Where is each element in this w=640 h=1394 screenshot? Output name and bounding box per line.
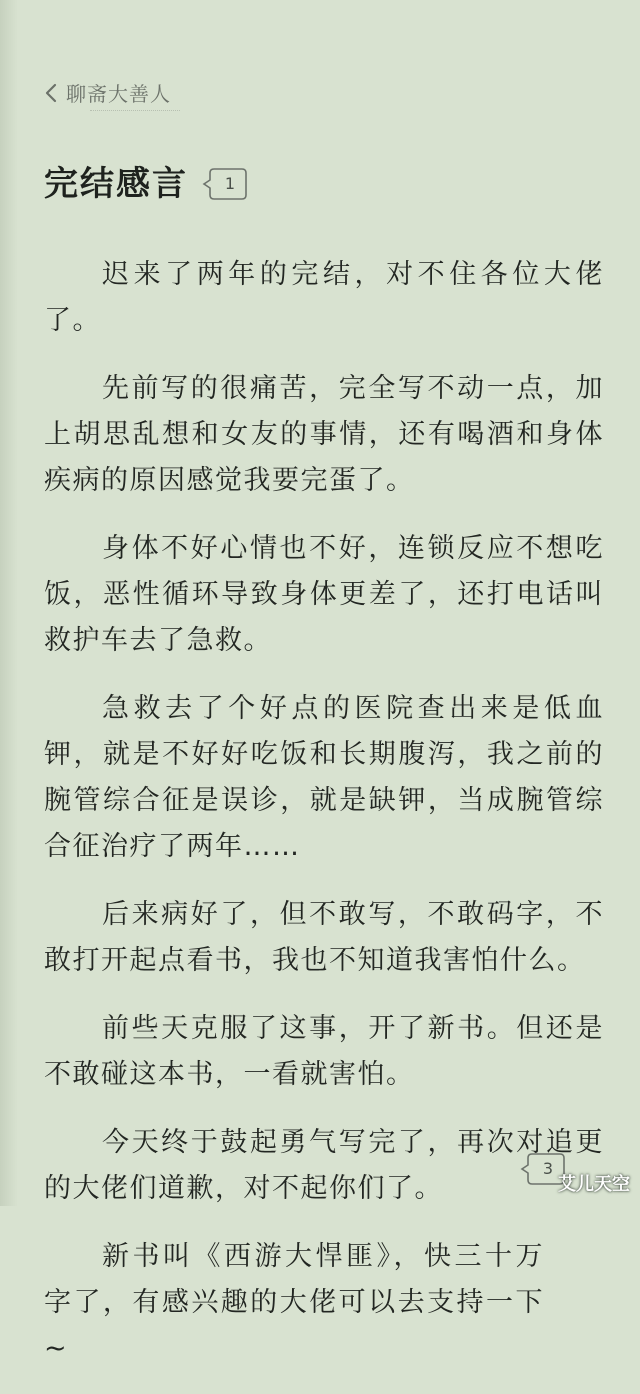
chapter-title: 完结感言 xyxy=(44,164,188,204)
paragraph: 新书叫《西游大悍匪》，快三十万字了，有感兴趣的大佬可以去支持一下~ xyxy=(44,1241,544,1364)
paragraph: 先前写的很痛苦，完全写不动一点，加上胡思乱想和女友的事情，还有喝酒和身体疾病的原因感觉我要完蛋了。 xyxy=(44,373,604,496)
paragraph-comment-count: 3 xyxy=(542,1159,554,1178)
paragraph: 迟来了两年的完结，对不住各位大佬了。 xyxy=(44,259,604,336)
paragraph: 急救去了个好点的医院查出来是低血钾，就是不好好吃饭和长期腹泻，我之前的腕管综合征是误诊，就是缺钾，当成腕管综合征治疗了两年…… xyxy=(44,693,604,862)
chapter-comment-count: 1 xyxy=(224,174,236,193)
back-to-book-link[interactable] xyxy=(44,78,171,107)
book-name-underline xyxy=(90,110,180,111)
chapter-content xyxy=(44,252,604,1394)
page-edge-shade xyxy=(0,0,18,1206)
paragraph: 身体不好心情也不好，连锁反应不想吃饭，恶性循环导致身体更差了，还打电话叫救护车去了急救。 xyxy=(44,533,604,656)
chevron-left-icon[interactable] xyxy=(44,82,58,104)
book-name[interactable]: 聊斋大善人 xyxy=(66,82,171,106)
paragraph: 前些天克服了这事，开了新书。但还是不敢碰这本书，一看就害怕。 xyxy=(44,1013,604,1090)
paragraph: 今天终于鼓起勇气写完了，再次对追更的大佬们道歉，对不起你们了。 xyxy=(44,1127,604,1204)
paragraph: 后来病好了，但不敢写，不敢码字，不敢打开起点看书，我也不知道我害怕什么。 xyxy=(44,899,604,976)
watermark: 艾儿天空 xyxy=(558,1174,630,1195)
chapter-comment-bubble[interactable] xyxy=(202,167,248,201)
